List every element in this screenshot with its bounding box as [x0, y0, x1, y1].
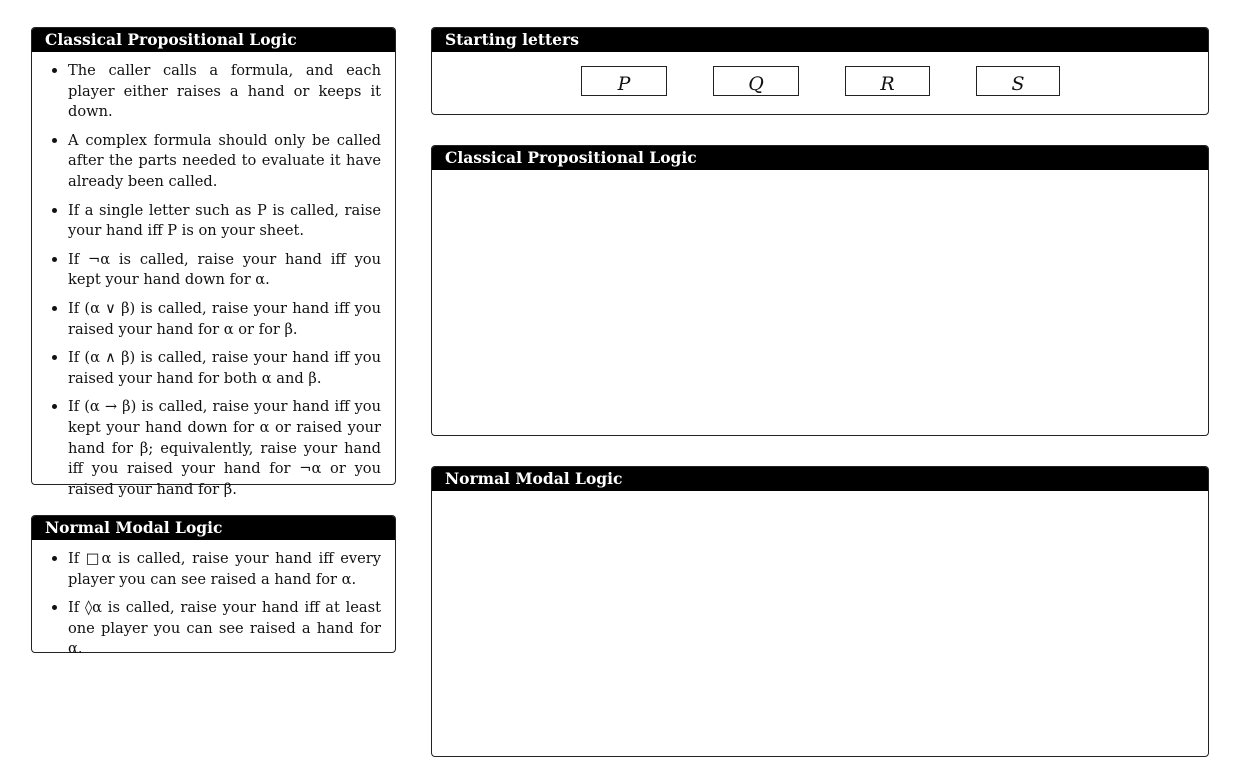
- cpl-rules-list: [32, 52, 395, 513]
- rule-item: • If a single letter such as P is called, raise your hand iff P is on your sheet.: [68, 200, 381, 242]
- nml-rules-list: [32, 540, 395, 673]
- cpl-answer-area[interactable]: [432, 170, 1208, 432]
- starting-letters-title: Starting letters: [432, 28, 1208, 52]
- starting-letters-panel: [431, 27, 1209, 115]
- letter-box-p: P: [581, 66, 667, 96]
- rule-item: • If (α → β) is called, raise your hand iff you kept your hand down for α or raised your hand for β; equivalently, raise your hand iff you raised your hand for ¬α or you raised your hand for β.: [68, 396, 381, 500]
- rule-item: • If □α is called, raise your hand iff every player you can see raised a hand for α.: [68, 548, 381, 590]
- cpl-rules-title: Classical Propositional Logic: [32, 28, 395, 52]
- rule-item: • If ◊α is called, raise your hand iff at least one player you can see raised a hand for α.: [68, 597, 381, 660]
- nml-rules-title: Normal Modal Logic: [32, 516, 395, 540]
- nml-answer-panel: [431, 466, 1209, 757]
- rule-item: • A complex formula should only be called after the parts needed to evaluate it have already been called.: [68, 130, 381, 193]
- nml-rules-panel: [31, 515, 396, 658]
- letter-box-s: S: [976, 66, 1060, 96]
- cpl-answer-panel: [431, 145, 1209, 436]
- rule-item: • If (α ∧ β) is called, raise your hand iff you raised your hand for both α and β.: [68, 347, 381, 389]
- cpl-rules-panel: [31, 27, 396, 498]
- rule-item: • If ¬α is called, raise your hand iff you kept your hand down for α.: [68, 249, 381, 291]
- letter-box-r: R: [845, 66, 930, 96]
- rule-item: • The caller calls a formula, and each player either raises a hand or keeps it down.: [68, 60, 381, 123]
- letter-box-q: Q: [713, 66, 799, 96]
- cpl-answer-title: Classical Propositional Logic: [432, 146, 1208, 170]
- nml-answer-area[interactable]: [432, 491, 1208, 753]
- nml-answer-title: Normal Modal Logic: [432, 467, 1208, 491]
- rule-item: • If (α ∨ β) is called, raise your hand iff you raised your hand for α or for β.: [68, 298, 381, 340]
